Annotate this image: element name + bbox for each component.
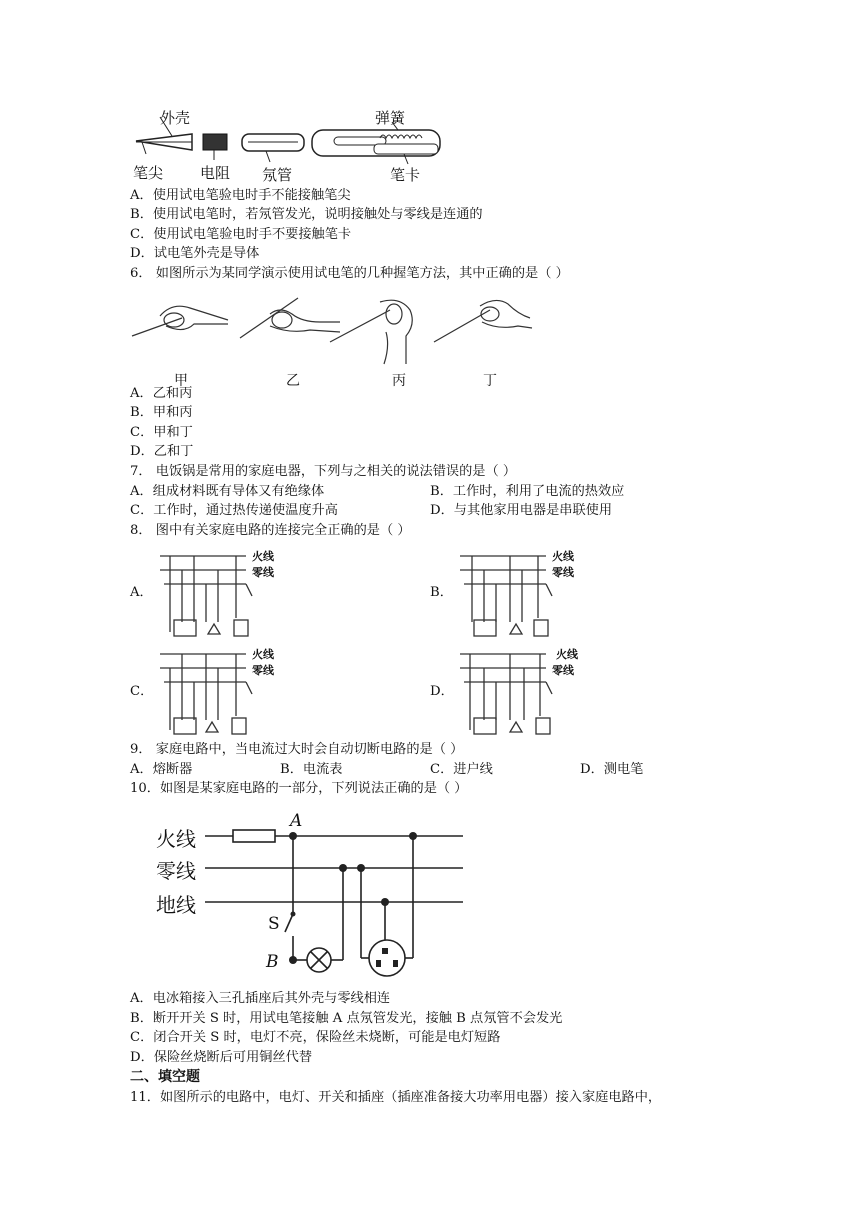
- diagram-c-live-label: 火线: [252, 648, 274, 661]
- household-circuit-diagram: [155, 810, 475, 980]
- circuit-ground-label: 地线: [156, 893, 196, 917]
- fig-label-jia: 甲: [174, 373, 188, 389]
- q8-option-a-letter: A．: [130, 585, 153, 600]
- hand-grip-figures: [130, 292, 540, 364]
- circuit-point-a-label: A: [290, 811, 303, 831]
- q7-stem: 7． 电饭锅是常用的家庭电器，下列与之相关的说法错误的是（ ）: [130, 464, 517, 479]
- q5-option-d: D．试电笔外壳是导体: [130, 246, 260, 261]
- circuit-point-b-label: B: [266, 952, 279, 972]
- circuit-switch-label: S: [268, 914, 280, 934]
- circuit-live-label: 火线: [156, 827, 196, 851]
- q6-option-c: C．甲和丁: [130, 425, 193, 440]
- q9-stem: 9． 家庭电路中，当电流过大时会自动切断电路的是（ ）: [130, 742, 464, 757]
- label-neon: 氖管: [262, 166, 293, 184]
- diagram-a-live-label: 火线: [252, 550, 274, 563]
- q9-option-d: D．测电笔: [580, 762, 644, 777]
- q7-option-a: A．组成材料既有导体又有绝缘体: [130, 484, 325, 499]
- wiring-diagram-b: [460, 548, 560, 640]
- q7-option-b: B．工作时，利用了电流的热效应: [430, 484, 625, 499]
- q10-option-d: D．保险丝烧断后可用铜丝代替: [130, 1050, 313, 1065]
- q6-stem: 6． 如图所示为某同学演示使用试电笔的几种握笔方法，其中正确的是（ ）: [130, 266, 569, 281]
- diagram-b-neutral-label: 零线: [552, 566, 574, 579]
- wiring-diagram-c: [160, 646, 260, 738]
- q8-option-c-letter: C．: [130, 684, 154, 699]
- q10-option-c: C．闭合开关 S 时，电灯不亮，保险丝未烧断，可能是电灯短路: [130, 1030, 501, 1045]
- q9-option-c: C．进户线: [430, 762, 493, 777]
- label-spring: 弹簧: [375, 109, 406, 127]
- fig-label-yi: 乙: [286, 373, 300, 389]
- q10-stem: 10．如图是某家庭电路的一部分，下列说法正确的是（ ）: [130, 781, 468, 796]
- q5-option-b: B．使用试电笔时，若氖管发光，说明接触处与零线是连通的: [130, 207, 483, 222]
- q8-option-d-letter: D．: [430, 684, 454, 699]
- q8-option-b-letter: B．: [430, 585, 453, 600]
- q10-option-a: A．电冰箱接入三孔插座后其外壳与零线相连: [130, 991, 391, 1006]
- q9-option-b: B．电流表: [280, 762, 343, 777]
- q7-option-c: C．工作时，通过热传递使温度升高: [130, 503, 338, 518]
- diagram-b-live-label: 火线: [552, 550, 574, 563]
- wiring-diagram-d: [460, 646, 560, 738]
- q8-stem: 8． 图中有关家庭电路的连接完全正确的是（ ）: [130, 523, 411, 538]
- fig-label-ding: 丁: [483, 373, 497, 389]
- label-clip: 笔卡: [390, 166, 421, 184]
- q10-option-b: B．断开开关 S 时，用试电笔接触 A 点氖管发光，接触 B 点氖管不会发光: [130, 1011, 563, 1026]
- diagram-c-neutral-label: 零线: [252, 664, 274, 677]
- label-tip: 笔尖: [133, 164, 164, 182]
- diagram-d-live-label: 火线: [556, 648, 578, 661]
- fig-label-bing: 丙: [392, 373, 406, 389]
- q5-option-a: A．使用试电笔验电时手不能接触笔尖: [130, 188, 351, 203]
- q6-option-d: D．乙和丁: [130, 444, 194, 459]
- q9-option-a: A．熔断器: [130, 762, 193, 777]
- q6-option-b: B．甲和丙: [130, 405, 193, 420]
- diagram-a-neutral-label: 零线: [252, 566, 274, 579]
- q6-option-a: A．乙和丙: [130, 386, 193, 401]
- q5-option-c: C．使用试电笔验电时手不要接触笔卡: [130, 227, 352, 242]
- label-shell: 外壳: [160, 109, 191, 127]
- section-title-fill-in: 二、填空题: [130, 1069, 200, 1085]
- wiring-diagram-a: [160, 548, 260, 640]
- circuit-neutral-label: 零线: [156, 859, 196, 883]
- q7-option-d: D．与其他家用电器是串联使用: [430, 503, 613, 518]
- label-resistor: 电阻: [200, 164, 231, 182]
- q11-stem: 11．如图所示的电路中，电灯、开关和插座（插座准备接大功率用电器）接入家庭电路中，: [130, 1090, 662, 1105]
- diagram-d-neutral-label: 零线: [552, 664, 574, 677]
